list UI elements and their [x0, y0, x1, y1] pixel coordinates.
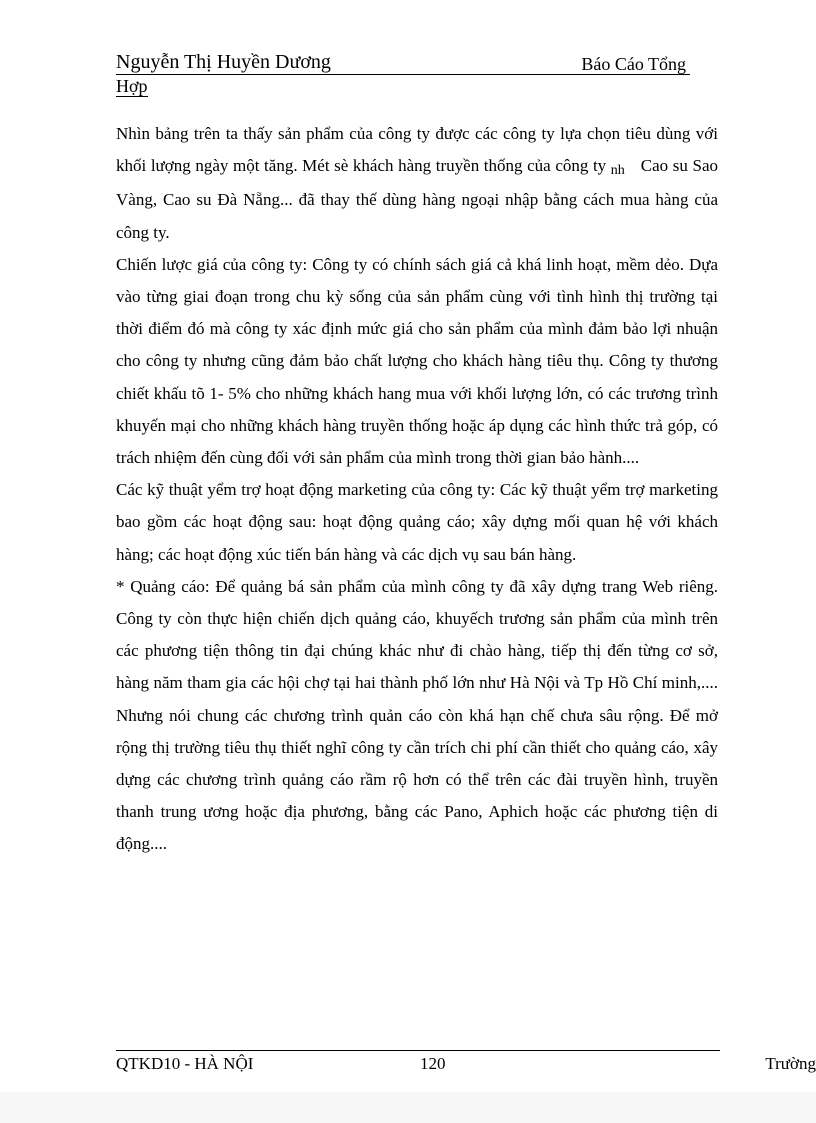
page-number: 120	[420, 1054, 446, 1073]
paragraph-1-subscript: nh	[610, 163, 625, 179]
document-body	[116, 118, 718, 861]
page-footer	[116, 1050, 816, 1080]
footer-school-label: Trường	[765, 1054, 816, 1073]
paragraph-product-demand	[116, 118, 718, 249]
page-bottom-margin	[0, 1092, 816, 1123]
header-author: Nguyễn Thị Huyền Dương	[116, 51, 331, 73]
page-header	[116, 48, 690, 99]
header-rule-line	[116, 48, 690, 75]
header-title: Báo Cáo Tổng	[581, 54, 686, 74]
paragraph-marketing-support: Các kỹ thuật yểm trợ hoạt động marketing của công ty: Các kỹ thuật yểm trợ marketing bao gồm các hoạt động sau: hoạt động quảng cáo; xây dựng mối quan hệ với khách hàng; các hoạt động xúc tiến bán hàng và các dịch vụ sau bán hàng.	[116, 480, 718, 564]
paragraph-advertising: * Quảng cáo: Để quảng bá sản phẩm của mình công ty đã xây dựng trang Web riêng. Công ty còn thực hiện chiến dịch quảng cáo, khuyếch trương sản phẩm của mình trên các phương tiện thông tin đại chúng khác như đi chào hàng, tiếp thị đến từng cơ sở, hàng năm tham gia các hội chợ tại hai thành phố lớn như Hà Nội và Tp Hồ Chí minh,.... Nhưng nói chung các chương trình quản cáo còn khá hạn chế chưa sâu rộng. Để mở rộng thị trường tiêu thụ thiết nghĩ công ty cần trích chi phí cần thiết cho quảng cáo, xây dựng các chương trình quảng cáo rầm rộ hơn có thể trên các đài truyền hình, truyền thanh trung ương hoặc địa phương, bằng các Pano, Aphich hoặc các phương tiện di động....	[116, 576, 718, 854]
header-title-continuation: Hợp	[116, 76, 148, 96]
paragraph-1-text-a: Nhìn bảng trên ta thấy sản phẩm của công ty được các công ty lựa chọn tiêu dùng với khối lượng ngày một tăng. Mét sè khách hàng truyền thống của công ty	[116, 124, 718, 176]
footer-class-label: QTKD10 - HÀ NỘI	[116, 1054, 254, 1073]
paragraph-pricing-strategy: Chiến lược giá của công ty: Công ty có chính sách giá cả khá linh hoạt, mềm dẻo. Dựa vào từng giai đoạn trong chu kỳ sống của sản phẩm cùng với tình hình thị trường tại thời điểm đó mà công ty xác định mức giá cho sản phẩm của mình đảm bảo lợi nhuận cho công ty nhưng cũng đảm bảo chất lượng cho khách hàng tiêu thụ. Công ty thương chiết khấu tõ 1- 5% cho những khách hang mua với khối lượng lớn, có các trương trình khuyến mại cho những khách hàng truyền thống hoặc áp dụng các hình thức trả góp, có trách nhiệm đến cùng đối với sản phẩm của mình trong thời gian bảo hành....	[116, 254, 718, 468]
footer-rule-line	[116, 1050, 720, 1051]
paragraph-1-text-b: Cao su Sao Vàng, Cao su Đà Nẵng... đã thay thế dùng hàng ngoại nhập bằng cách mua hàng của công ty.	[116, 156, 719, 242]
